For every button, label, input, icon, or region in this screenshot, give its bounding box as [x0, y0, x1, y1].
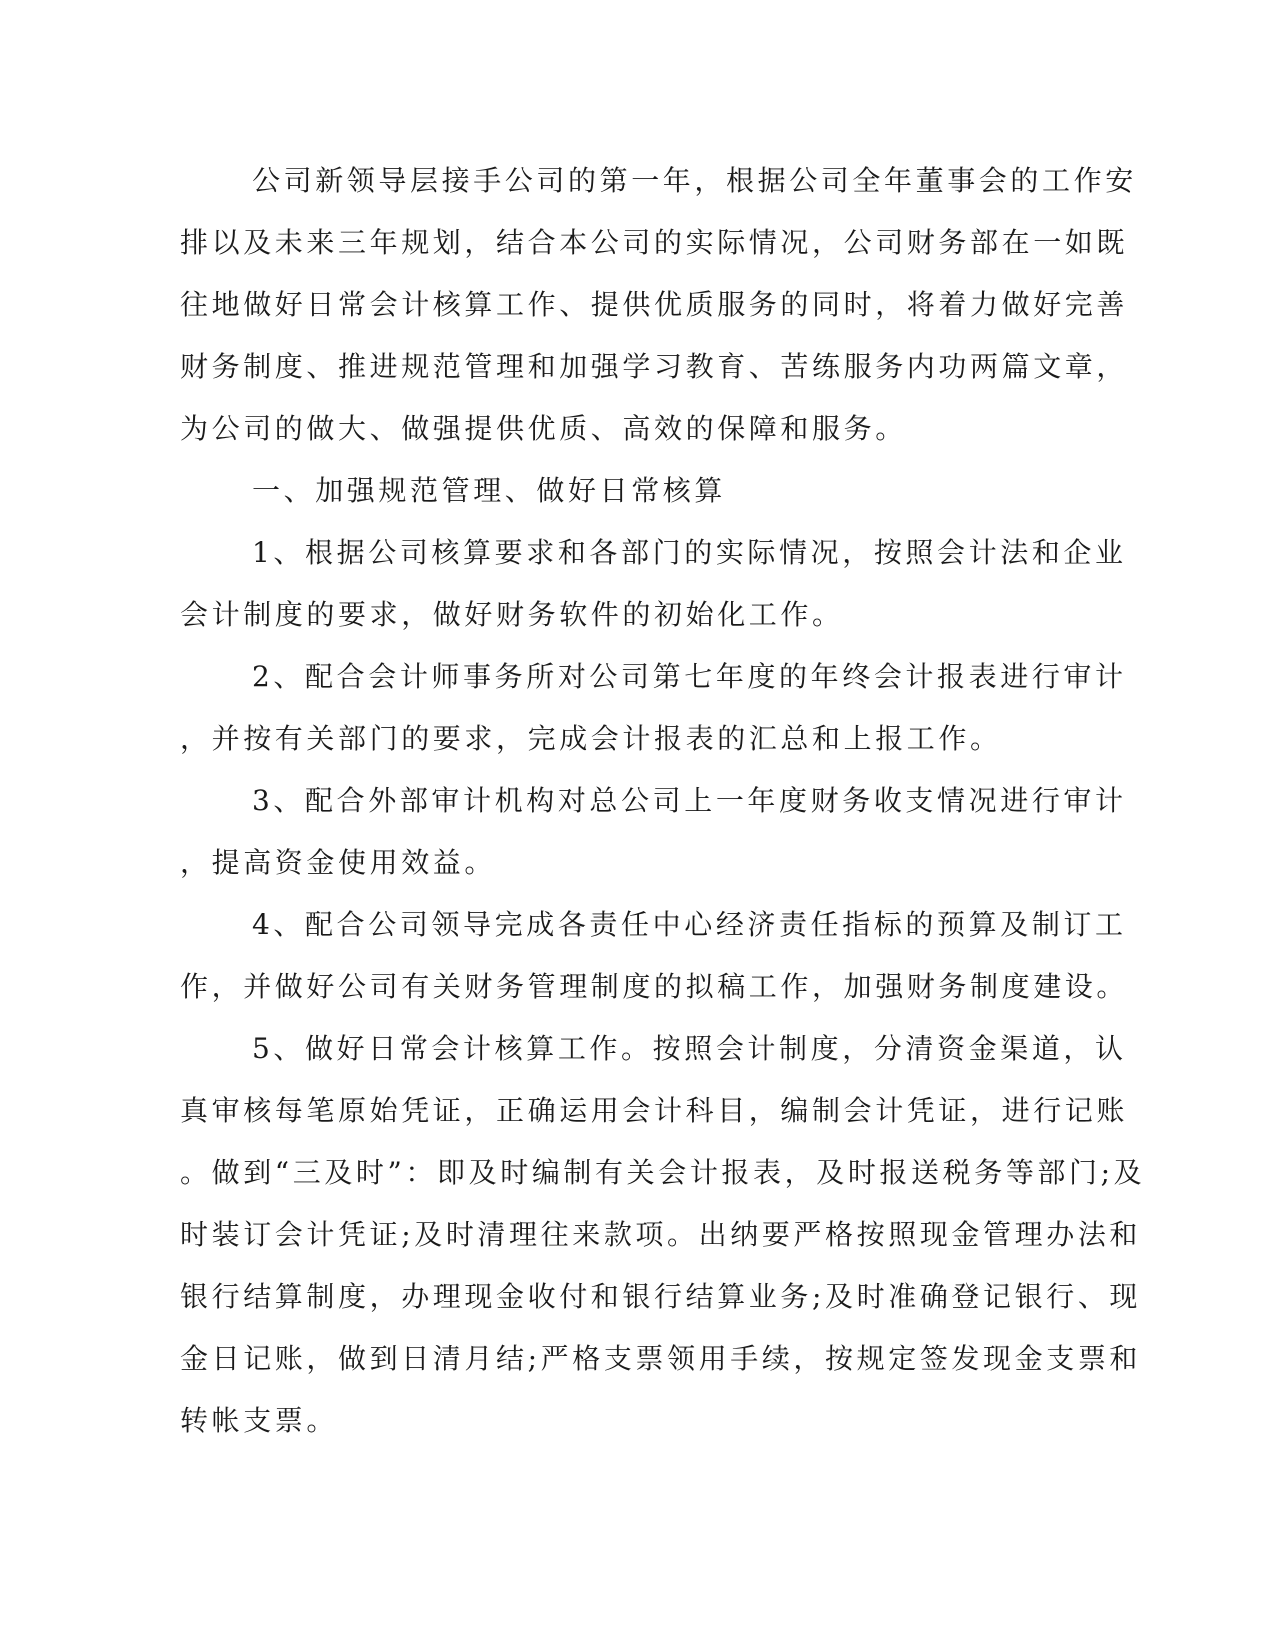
paragraph-intro-line-2: 排以及未来三年规划，结合本公司的实际情况，公司财务部在一如既 [180, 226, 1129, 259]
item-2-line-1: 2、配合会计师事务所对公司第七年度的年终会计报表进行审计 [252, 660, 1127, 693]
item-4-line-1: 4、配合公司领导完成各责任中心经济责任指标的预算及制订工 [252, 908, 1127, 941]
item-3-line-1: 3、配合外部审计机构对总公司上一年度财务收支情况进行审计 [252, 784, 1127, 817]
item-5-line-6: 金日记账，做到日清月结;严格支票领用手续，按规定签发现金支票和 [180, 1342, 1142, 1375]
item-1-line-1: 1、根据公司核算要求和各部门的实际情况，按照会计法和企业 [252, 536, 1127, 569]
section-heading: 一、加强规范管理、做好日常核算 [252, 474, 727, 507]
paragraph-intro-line-1: 公司新领导层接手公司的第一年，根据公司全年董事会的工作安 [252, 164, 1137, 197]
item-2-line-2: ，并按有关部门的要求，完成会计报表的汇总和上报工作。 [180, 722, 1002, 755]
item-5-line-5: 银行结算制度，办理现金收付和银行结算业务;及时准确登记银行、现 [180, 1280, 1142, 1313]
item-1-line-2: 会计制度的要求，做好财务软件的初始化工作。 [180, 598, 844, 631]
item-5-line-7: 转帐支票。 [180, 1404, 339, 1437]
item-5-line-2: 真审核每笔原始凭证，正确运用会计科目，编制会计凭证，进行记账 [180, 1094, 1129, 1127]
item-4-line-2: 作，并做好公司有关财务管理制度的拟稿工作，加强财务制度建设。 [180, 970, 1129, 1003]
paragraph-intro-line-3: 往地做好日常会计核算工作、提供优质服务的同时，将着力做好完善 [180, 288, 1129, 321]
document-page [180, 150, 1146, 1452]
item-5-line-4: 时装订会计凭证;及时清理往来款项。出纳要严格按照现金管理办法和 [180, 1218, 1142, 1251]
paragraph-intro-line-4: 财务制度、推进规范管理和加强学习教育、苦练服务内功两篇文章， [180, 350, 1129, 383]
item-5-line-1: 5、做好日常会计核算工作。按照会计制度，分清资金渠道，认 [252, 1032, 1127, 1065]
item-5-line-3: 。做到“三及时”：即及时编制有关会计报表，及时报送税务等部门;及 [180, 1156, 1146, 1189]
paragraph-intro-line-5: 为公司的做大、做强提供优质、高效的保障和服务。 [180, 412, 907, 445]
item-3-line-2: ，提高资金使用效益。 [180, 846, 497, 879]
